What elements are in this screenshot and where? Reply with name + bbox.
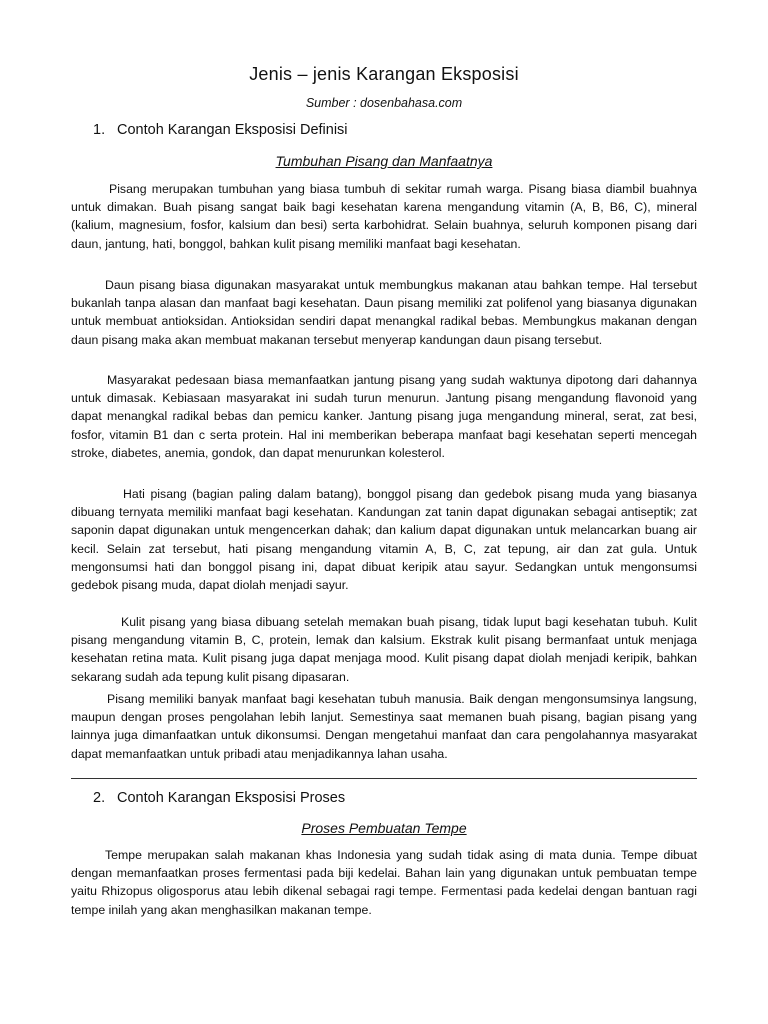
paragraph: Daun pisang biasa digunakan masyarakat untuk membungkus makanan atau bahkan tempe. Hal tersebut bukanlah tanpa alasan dan manfaat bagi kesehatan. Daun pisang memiliki zat polifenol yang biasanya digunakan untuk membuat antioksidan. Antioksidan sendiri dapat menangkal radikal bebas. Membungkus makanan dengan daun pisang maka akan membuat makanan tersebut menyerap kandungan daun pisang tersebut. <box>71 278 697 347</box>
section-1-number: 1. <box>93 122 106 138</box>
source-line: Sumber : dosenbahasa.com <box>305 96 463 110</box>
paragraph: Pisang memiliki banyak manfaat bagi kesehatan tubuh manusia. Baik dengan mengonsumsinya langsung, maupun dengan proses pengolahan lebih lanjut. Semestinya saat memanen buah pisang, bagian pisang yang lainnya juga dimanfaatkan untuk dikonsumsi. Dengan mengetahui manfaat dan cara pengolahannya masyarakat dapat memanfaatkan untuk pribadi atau menjadikannya lahan usaha. <box>71 692 697 761</box>
section-1-subtitle: Tumbuhan Pisang dan Manfaatnya <box>275 153 493 169</box>
section-1-heading-text: Contoh Karangan Eksposisi Definisi <box>117 122 348 138</box>
section-1-heading <box>93 122 348 138</box>
document-title: Jenis – jenis Karangan Eksposisi <box>249 64 519 84</box>
paragraph: Masyarakat pedesaan biasa memanfaatkan jantung pisang yang sudah waktunya dipotong dari dahannya untuk dimasak. Kebiasaan masyarakat ini sudah turun menurun. Jantung pisang mengandung flavonoid yang dapat menangkal radikal bebas dan pemicu kanker. Jantung pisang juga mengandung mineral, serat, zat besi, fosfor, vitamin B1 dan c serta protein. Hal ini memberikan beberapa manfaat bagi kesehatan seperti mencegah stroke, diabetes, anemia, gondok, dan dapat menurunkan kolesterol. <box>71 373 697 460</box>
paragraph: Kulit pisang yang biasa dibuang setelah memakan buah pisang, tidak luput bagi kesehatan tubuh. Kulit pisang mengandung vitamin B, C, protein, lemak dan kalsium. Ekstrak kulit pisang bermanfaat untuk menjaga kesehatan retina mata. Kulit pisang juga dapat menjaga mood. Kulit pisang dapat diolah menjadi keripik, bahkan sekarang sudah ada tepung kulit pisang dipasaran. <box>71 615 697 684</box>
section-2-heading-text: Contoh Karangan Eksposisi Proses <box>117 790 346 806</box>
paragraph: Pisang merupakan tumbuhan yang biasa tumbuh di sekitar rumah warga. Pisang biasa diambil buahnya untuk dimakan. Buah pisang sangat baik bagi kesehatan karena mengandung vitamin (A, B, B6, C), mineral (kalium, magnesium, fosfor, kalsium dan besi) serta karbohidrat. Selain buahnya, seluruh komponen pisang dari daun, jantung, hati, bonggol, bahkan kulit pisang memiliki manfaat bagi kesehatan. <box>71 182 697 251</box>
paragraph: Tempe merupakan salah makanan khas Indonesia yang sudah tidak asing di mata dunia. Tempe dibuat dengan memanfaatkan proses fermentasi pada biji kedelai. Bahan lain yang digunakan untuk pembuatan tempe yaitu Rhizopus oligosporus atau lebih dikenal sebagai ragi tempe. Fermentasi pada kedelai dengan bantuan ragi tempe inilah yang akan menghasilkan makanan tempe. <box>71 848 697 917</box>
section-2-subtitle: Proses Pembuatan Tempe <box>301 820 467 836</box>
section-2-heading <box>93 790 345 806</box>
paragraph: Hati pisang (bagian paling dalam batang), bonggol pisang dan gedebok pisang muda yang biasanya dibuang ternyata memiliki manfaat bagi kesehatan. Kandungan zat tanin dapat digunakan sebagai antiseptik; zat saponin dapat digunakan untuk mengencerkan dahak; dan kalium dapat digunakan untuk melancarkan buang air kecil. Selain zat tersebut, hati pisang mengandung vitamin A, B, C, zat tepung, air dan zat gula. Untuk mengonsumsi hati dan bonggol pisang ini, dapat dibuat keripik atau sayur. Sedangkan untuk mengonsumsi gedebok pisang muda, dapat diolah menjadi sayur. <box>71 487 697 593</box>
section-2-number: 2. <box>93 790 106 806</box>
divider-line <box>71 778 697 779</box>
